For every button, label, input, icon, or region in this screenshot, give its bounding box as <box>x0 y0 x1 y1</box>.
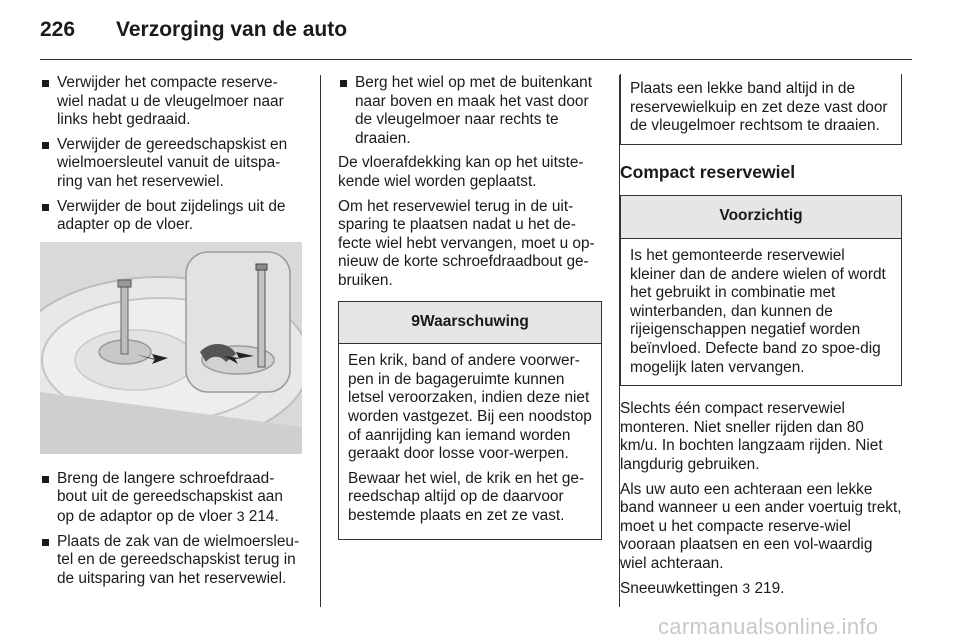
page-ref-icon: 3 <box>742 580 751 597</box>
warning-text: Bewaar het wiel, de krik en het ge-reedschap altijd op de daarvoor bestemde plaats en zet ze vast. <box>348 469 585 524</box>
paragraph: De vloerafdekking kan op het uitste-kende wiel worden geplaatst. <box>338 154 584 190</box>
paragraph: Als uw auto een achteraan een lekke band wanneer u een ander voertuig trekt, moet u het compacte reserve-wiel vooraan plaatsen en een vol-waardig wiel achteraan. <box>620 480 902 572</box>
page-number: 226 <box>40 18 76 41</box>
page-header <box>40 14 920 50</box>
page-ref-link[interactable]: 214. <box>248 507 279 525</box>
column-3 <box>620 74 902 605</box>
caution-text: Is het gemonteerde reservewiel kleiner dan de andere wielen of wordt het gebruikt in combinatie met winterbanden, dan kunnen de rijeigenschappen negatief worden beïnvloed. Defecte band zo spoe-dig mogelijk laten vervangen. <box>630 246 886 376</box>
bullet-list-top <box>40 74 302 235</box>
notice-box <box>620 74 902 145</box>
caution-box <box>620 195 902 386</box>
list-item: Verwijder de gereedschapskist en wielmoersleutel vanuit de uitspa-ring van het reservewiel. <box>40 136 302 192</box>
list-item: Berg het wiel op met de buitenkant naar boven en maak het vast door de vleugelmoer naar rechts te draaien. <box>338 74 602 148</box>
warning-icon: 9 <box>411 312 421 330</box>
list-item: Breng de langere schroefdraad-bout uit de gereedschapskist aan op de adaptor op de vloer 3 214. <box>40 470 302 527</box>
warning-body <box>339 344 601 539</box>
list-item: Verwijder de bout zijdelings uit de adapter op de vloer. <box>40 198 302 235</box>
notice-body <box>621 74 901 144</box>
spare-wheel-illustration <box>40 242 302 454</box>
warning-box <box>338 301 602 541</box>
list-item: Verwijder het compacte reserve-wiel nadat u de vleugelmoer naar links hebt gedraaid. <box>40 74 302 130</box>
notice-text: Plaats een lekke band altijd in de reservewielkuip en zet deze vast door de vleugelmoer rechtsom te draaien. <box>630 80 888 135</box>
paragraph: Om het reservewiel terug in de uit-sparing te plaatsen nadat u het de-fecte wiel hebt vervangen, moet u op-nieuw de korte schroefdraadbout ge-bruiken. <box>338 197 595 289</box>
paragraph: Sneeuwkettingen 3 219. <box>620 580 785 598</box>
list-item: Plaats de zak van de wielmoersleu-tel en de gereedschapskist terug in de uitsparing van het reservewiel. <box>40 533 302 589</box>
page-ref-link[interactable]: 219. <box>754 580 785 598</box>
caution-header: Voorzichtig <box>621 196 901 239</box>
page-title: Verzorging van de auto <box>116 18 348 41</box>
column-1 <box>40 74 302 594</box>
column-2 <box>338 74 602 550</box>
watermark: carmanualsonline.info <box>658 614 879 639</box>
caution-body <box>621 239 901 385</box>
header-rule <box>40 59 912 60</box>
warning-text: Een krik, band of andere voorwer-pen in de bagageruimte kunnen letsel veroorzaken, indien deze niet worden vastgezet. Bij een noodstop of aanrijding kan iemand worden geraakt door losse voor-werpen. <box>348 352 592 463</box>
warning-header <box>339 302 601 345</box>
bullet-list <box>338 74 602 148</box>
warning-title: Waarschuwing <box>420 312 529 330</box>
paragraph: Slechts één compact reservewiel monteren. Niet sneller rijden dan 80 km/u. In bochten langzaam rijden. Niet langdurig gebruiken. <box>620 400 883 473</box>
page-ref-icon: 3 <box>236 507 245 524</box>
column-divider-1 <box>320 75 321 607</box>
bullet-list-bottom <box>40 470 302 589</box>
section-title: Compact reservewiel <box>620 161 796 182</box>
